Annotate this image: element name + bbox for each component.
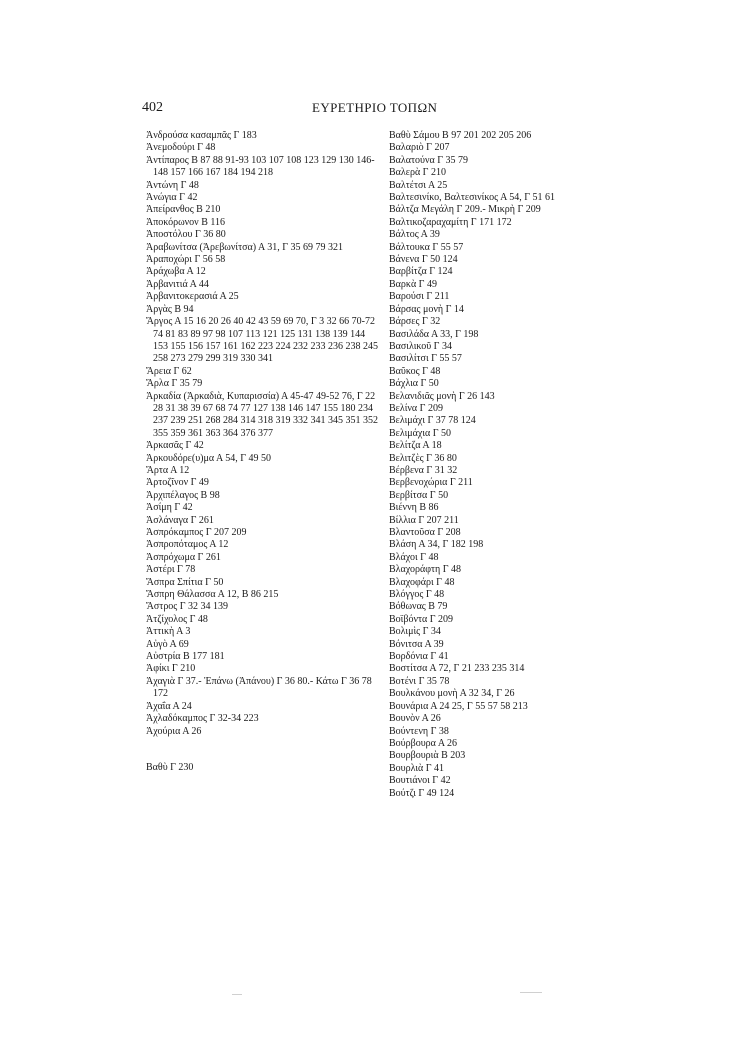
index-entry: Βλόγγος Γ 48	[389, 589, 445, 601]
index-entry: Βαλερὰ Γ 210	[389, 167, 446, 179]
index-entry: Βάχλια Γ 50	[389, 378, 439, 390]
index-entry: Βουνὸν Α 26	[389, 713, 441, 725]
index-entry: Βελιμάχια Γ 50	[389, 427, 452, 439]
index-entry: Ἀχαγιὰ Γ 37.- Ἐπάνω (Ἀπάνου) Γ 36 80.- Κάτω Γ 36 78 172	[146, 675, 372, 700]
index-column-right	[389, 130, 607, 800]
index-entry: Βαρούσι Γ 211	[389, 291, 450, 303]
index-entry: Βελιμάχι Γ 37 78 124	[389, 415, 476, 427]
index-entry: Βλαντοῦσα Γ 208	[389, 527, 461, 538]
index-entry: Βοστίτσα Α 72, Γ 21 233 235 314	[389, 663, 525, 675]
index-entry: Βουνάρια Α 24 25, Γ 55 57 58 213	[389, 700, 528, 712]
index-entry: Βόνιτσα Α 39	[389, 638, 444, 650]
index-entry: Ἀρχιπέλαγος Β 98	[146, 489, 220, 501]
index-entry: Βολιμὶς Γ 34	[389, 626, 441, 638]
index-entry: Ἄσπρη Θάλασσα Α 12, Β 86 215	[146, 589, 279, 601]
index-entry: Ἀφίκι Γ 210	[146, 663, 196, 675]
index-entry: Βουτιάνοι Γ 42	[389, 775, 451, 787]
index-entry: Ἀργὰς Β 94	[146, 303, 194, 315]
index-entry: Βαλτέτσι Α 25	[389, 179, 448, 191]
index-entry: Αὐστρία Β 177 181	[146, 651, 225, 663]
index-entry: Ἄρεια Γ 62	[146, 365, 192, 377]
index-entry: Βιέννη Β 86	[389, 502, 439, 514]
index-entry: Βούρβουρα Α 26	[389, 737, 457, 749]
index-entry: Βάνενα Γ 50 124	[389, 254, 458, 266]
index-entry: Ἀνώγια Γ 42	[146, 192, 198, 204]
index-entry: Ἀσλάναγα Γ 261	[146, 514, 214, 526]
index-entry: Βλαχοράφτη Γ 48	[389, 564, 462, 576]
index-entry: Ἀρκασᾶς Γ 42	[146, 440, 204, 452]
index-entry: Ἀσπροπόταμος Α 12	[146, 539, 229, 551]
index-entry: Βουρβουριὰ Β 203	[389, 750, 466, 762]
scan-speck	[520, 992, 542, 993]
index-entry: Ἀντώνη Γ 48	[146, 179, 199, 191]
index-entry: Ἀρκουδόρε(υ)μα Α 54, Γ 49 50	[146, 452, 271, 464]
index-entry: Ἀράχωβα Α 12	[146, 266, 206, 278]
index-entry: Ἀττικὴ Α 3	[146, 626, 191, 638]
index-entry: Ἄσπρα Σπίτια Γ 50	[146, 576, 224, 588]
page-number: 402	[142, 100, 163, 115]
index-entry: Βερβίτσα Γ 50	[389, 489, 449, 501]
index-entry: Βασιλικοῦ Γ 34	[389, 340, 452, 352]
index-entry: Βουρλιὰ Γ 41	[389, 762, 445, 774]
running-title: ΕΥΡΕΤΗΡΙΟ ΤΟΠΩΝ	[312, 100, 438, 115]
index-entry: Ἀσίμη Γ 42	[146, 502, 193, 514]
scan-speck	[232, 994, 242, 995]
index-entry: Βασιλίτσι Γ 55 57	[389, 353, 462, 365]
index-entry: Ἀπείρανθος Β 210	[146, 204, 221, 216]
index-entry: Βλαχοφάρι Γ 48	[389, 576, 455, 588]
index-entry: Βοτένι Γ 35 78	[389, 675, 450, 687]
index-entry: Ἀρβανιτιά Α 44	[146, 278, 209, 290]
page-header	[0, 99, 744, 119]
index-entry: Ἀτζίχολος Γ 48	[146, 613, 208, 625]
index-entry: Βέρβενα Γ 31 32	[389, 464, 458, 476]
index-entry: Ἀχλαδόκαμπος Γ 32-34 223	[146, 713, 259, 725]
index-entry: Ἀχούρια Α 26	[146, 725, 202, 737]
index-entry: Βαθὺ Γ 230	[146, 761, 194, 773]
index-entry: Ἀποκόρωνον Β 116	[146, 216, 226, 228]
index-entry: Βούτζι Γ 49 124	[389, 787, 455, 799]
index-entry: Βάρσες Γ 32	[389, 316, 441, 328]
index-entry: Ἀρβανιτοκερασιά Α 25	[146, 291, 239, 303]
index-entry: Βίλλια Γ 207 211	[389, 514, 459, 526]
index-entry: Βάλτουκα Γ 55 57	[389, 241, 464, 253]
index-entry: Ἄρτα Α 12	[146, 464, 190, 476]
index-entry: Ἄστρος Γ 32 34 139	[146, 601, 229, 613]
index-entry: Βουλκάνου μονὴ Α 32 34, Γ 26	[389, 688, 515, 700]
index-entry: Βόθωνας Β 79	[389, 601, 448, 613]
index-entry: Βαλαριὸ Γ 207	[389, 142, 450, 154]
index-entry: Βούντενη Γ 38	[389, 725, 449, 737]
index-entry: Βαθὺ Σάμου Β 97 201 202 205 206	[389, 130, 532, 141]
index-entry: Βάλτος Α 39	[389, 229, 440, 241]
index-entry: Ἀστέρι Γ 78	[146, 564, 196, 576]
index-entry: Βαλτικοζαραχαμίτη Γ 171 172	[389, 216, 512, 228]
index-entry: Ἀνεμοδούρι Γ 48	[146, 142, 216, 154]
index-entry: Ἀραβωνίτσα (Ἀρεβωνίτσα) Α 31, Γ 35 69 79 321	[146, 241, 343, 253]
index-entry: Ἀνδρούσα κασαμπᾶς Γ 183	[146, 130, 257, 141]
index-entry: Βάρσας μονὴ Γ 14	[389, 303, 464, 315]
index-entry: Βασιλάδα Α 33, Γ 198	[389, 328, 479, 340]
index-entry: Ἀχαΐα Α 24	[146, 700, 192, 712]
index-entry: Ἀσπρόχωμα Γ 261	[146, 551, 221, 563]
index-column-left	[146, 130, 378, 774]
index-entry: Βελανιδιᾶς μονὴ Γ 26 143	[389, 390, 495, 402]
index-entry: Βερβενοχώρια Γ 211	[389, 477, 473, 489]
index-entry: Ἄρλα Γ 35 79	[146, 378, 203, 390]
index-entry: Αὐγὸ Α 69	[146, 638, 189, 650]
index-entry: Ἀντίπαρος Β 87 88 91-93 103 107 108 123 129 130 146-148 157 166 167 184 194 218	[146, 154, 375, 179]
index-entry: Βαρβίτζα Γ 124	[389, 266, 453, 278]
index-entry: Ἀσπρόκαμπος Γ 207 209	[146, 527, 247, 538]
index-entry: Βελίτζα Α 18	[389, 440, 442, 452]
index-entry: Βελίνα Γ 209	[389, 402, 443, 414]
index-entry: Βορδόνια Γ 41	[389, 651, 449, 663]
index-entry: Ἀποστόλου Γ 36 80	[146, 229, 226, 241]
index-entry: Βαῦκος Γ 48	[389, 365, 441, 377]
index-entry: Βάλτζα Μεγάλη Γ 209.- Μικρὴ Γ 209	[389, 204, 541, 216]
index-entry: Βαρκὰ Γ 49	[389, 278, 437, 290]
entry-gap	[146, 738, 378, 762]
index-entry: Ἀραποχώρι Γ 56 58	[146, 254, 226, 266]
index-entry: Ἀρκαδία (Ἀρκαδιὰ, Κυπαρισσία) Α 45-47 49-52 76, Γ 22 28 31 38 39 67 68 74 77 127 138 146 147 155 180 234 237 239 251 268 284 314 318 319 332 341 345 351 352 355 359 361 363 364 376 377	[146, 390, 378, 439]
index-entry: Βαλατούνα Γ 35 79	[389, 154, 469, 166]
index-entry: Βλάχοι Γ 48	[389, 551, 439, 563]
index-entry: Ἄργος Α 15 16 20 26 40 42 43 59 69 70, Γ 3 32 66 70-72 74 81 83 89 97 98 107 113 121 125 131 138 139 144 153 155 156 157 161 162 223 224 232 233 236 238 245 258 273 279 299 319 330 341	[146, 316, 378, 365]
index-entry: Βοϊβόντα Γ 209	[389, 613, 454, 625]
index-entry: Βαλτεσινίκο, Βαλτεσινίκος Α 54, Γ 51 61	[389, 192, 556, 204]
index-entry: Βλάση Α 34, Γ 182 198	[389, 539, 484, 551]
index-entry: Βελιτζὲς Γ 36 80	[389, 452, 457, 464]
index-entry: Ἀρτοζῖνον Γ 49	[146, 477, 209, 489]
